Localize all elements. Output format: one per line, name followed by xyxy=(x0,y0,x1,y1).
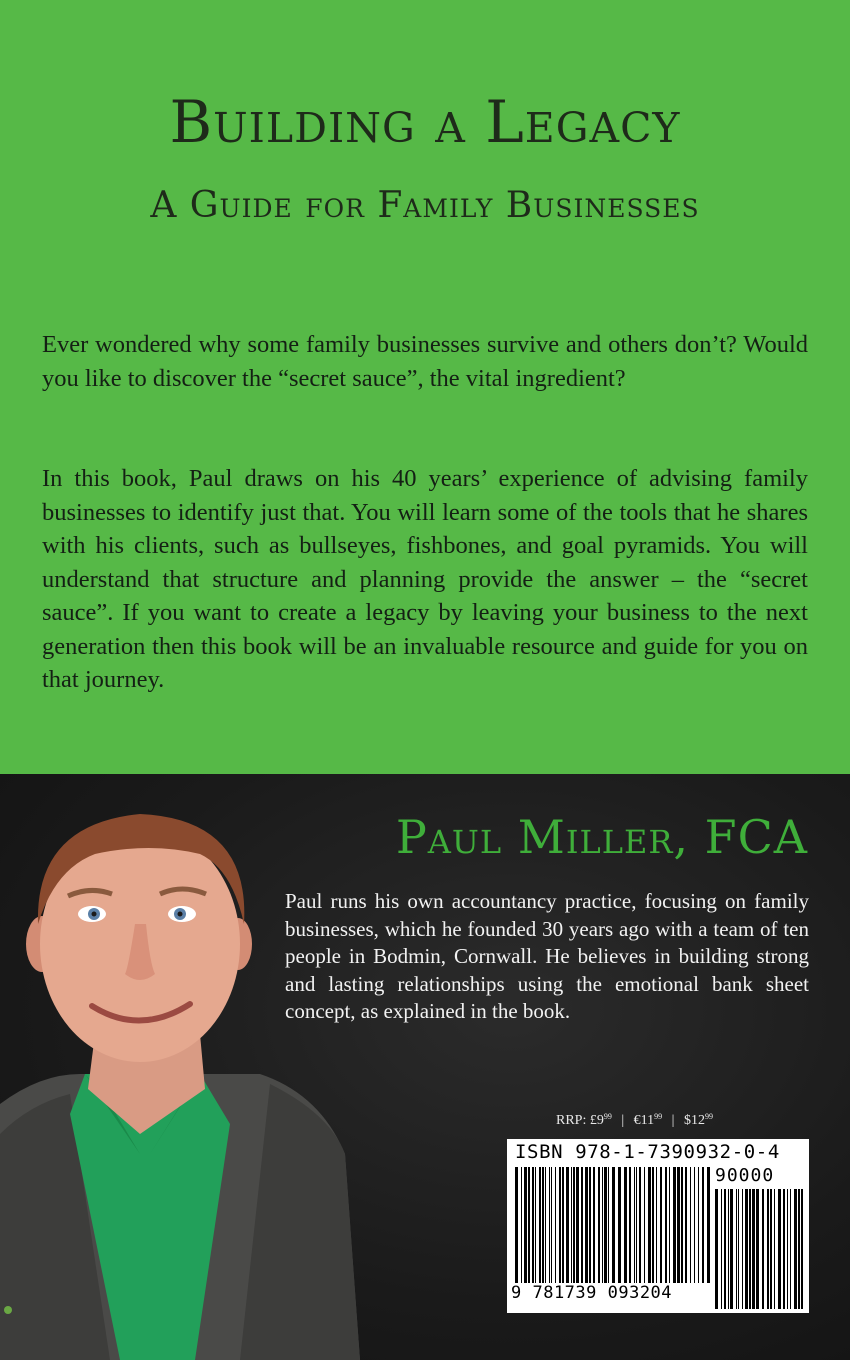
price-line xyxy=(556,1113,713,1129)
barcode-addon-bars xyxy=(715,1189,803,1309)
dark-bottom-panel xyxy=(0,774,850,1360)
blurb-paragraph-1: Ever wondered why some family businesses survive and others don’t? Would you like to discover the “secret sauce”, the vital ingredient? xyxy=(42,331,808,392)
author-bio: Paul runs his own accountancy practice, focusing on family businesses, which he founded 30 years ago with a team of ten people in Bodmin, Cornwall. He believes in building strong and lasting relationships using the emotional bank sheet concept, as explained in the book. xyxy=(285,889,809,1023)
price-gbp: $£9^{99}$ xyxy=(589,1112,612,1128)
price-usd: $\$12^{99}$ xyxy=(683,1112,713,1128)
book-title: Building a Legacy xyxy=(169,88,681,156)
isbn-text: ISBN 978-1-7390932-0-4 xyxy=(515,1141,780,1163)
author-portrait xyxy=(0,774,360,1360)
barcode-main-bars xyxy=(515,1167,711,1301)
separator: | xyxy=(671,1113,675,1128)
isbn-barcode xyxy=(507,1139,809,1313)
book-subtitle: A Guide for Family Businesses xyxy=(150,185,700,226)
price-eur: $€11^{99}$ xyxy=(633,1112,663,1128)
price-label: RRP: xyxy=(556,1113,587,1128)
author-name: Paul Miller, FCA xyxy=(395,810,808,864)
ean-digits: 9 781739 093204 xyxy=(510,1283,710,1303)
separator: | xyxy=(621,1113,625,1128)
blurb-paragraph-2: In this book, Paul draws on his 40 years’ experience of advising family businesses to identify just that. You will learn some of the tools that he shares with his clients, such as bullseyes, fishbones, and goal pyramids. You will understand that structure and planning provide the answer – the “secret sauce”. If you want to create a legacy by leaving your business to the next generation then this book will be an invaluable resource and guide for you on that journey. xyxy=(42,465,808,693)
addon-code: 90000 xyxy=(715,1165,775,1186)
